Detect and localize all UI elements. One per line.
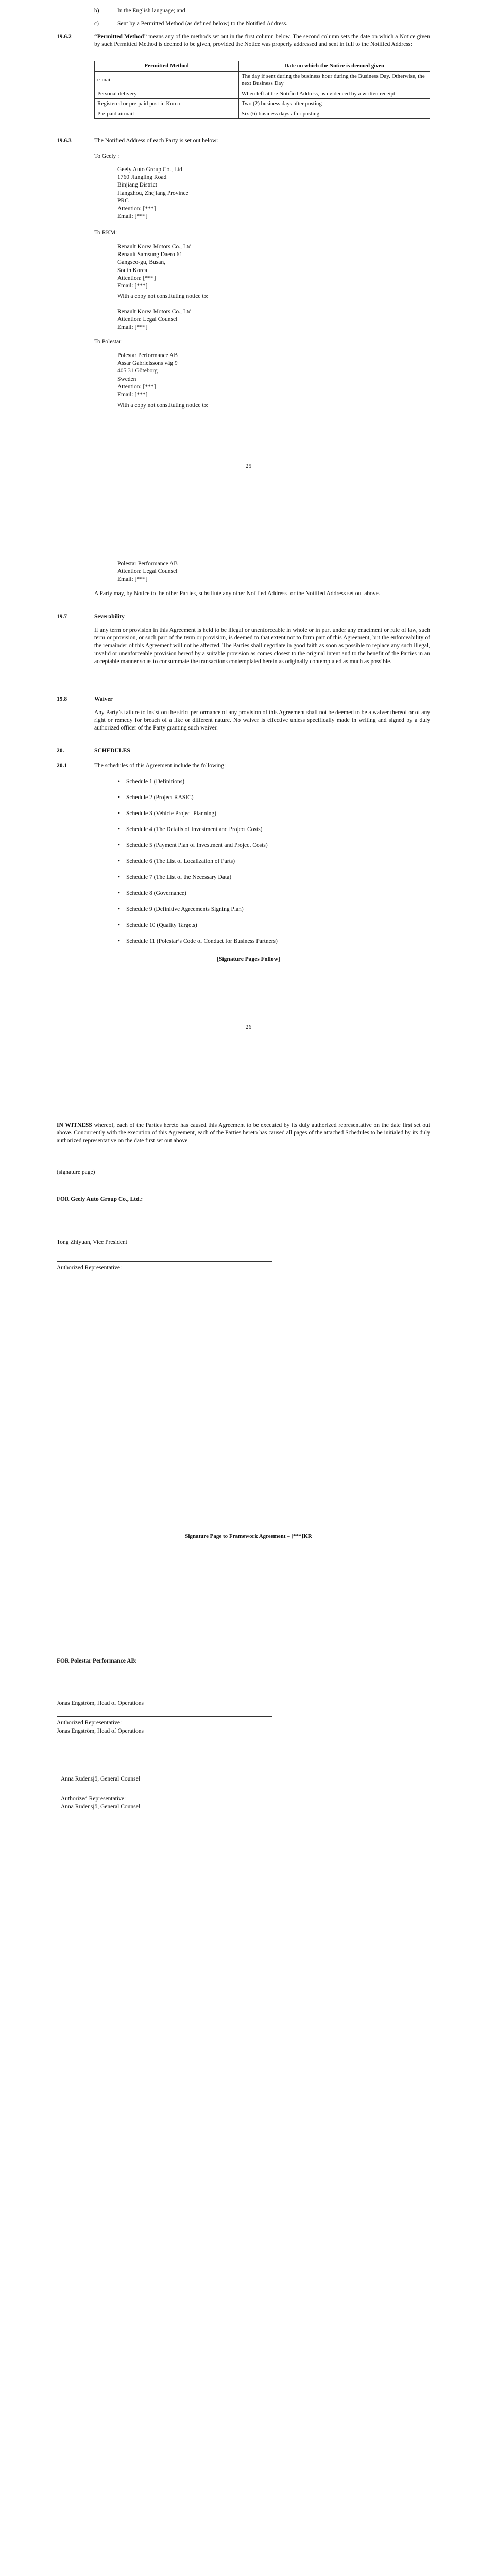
section-number: 19.8	[57, 696, 67, 702]
waiver-paragraph: Any Party’s failure to insist on the strict performance of any provision of this Agreement shall not be deemed to be a waiver thereof or of any right or remedy for breach of a like or different nature. No waiver is effective unless specifically made in writing and signed by a duly authorized officer of the Party granting such waiver.	[94, 709, 430, 732]
signature-line	[57, 1716, 272, 1717]
address-line: Attention: [***]	[117, 275, 156, 281]
table-header: Permitted Method	[95, 61, 239, 72]
signature-page-footer: Signature Page to Framework Agreement – [***]KR	[185, 1533, 312, 1539]
item-b-label: b)	[94, 8, 99, 14]
table-row	[95, 71, 430, 89]
signer-name: Jonas Engström, Head of Operations	[57, 1728, 144, 1734]
table-cell: Personal delivery	[95, 89, 239, 99]
schedule-list	[118, 778, 430, 954]
section-title: Severability	[94, 614, 125, 620]
section-title: SCHEDULES	[94, 748, 130, 754]
authorized-representative-label: Authorized Representative:	[57, 1265, 122, 1271]
authorized-representative-label: Authorized Representative:	[61, 1795, 126, 1802]
schedule-item: Schedule 8 (Governance)	[126, 890, 186, 896]
address-line: Email: [***]	[117, 576, 148, 583]
list-item	[118, 842, 430, 858]
table-cell: Six (6) business days after posting	[238, 109, 430, 119]
geely-address	[117, 166, 188, 221]
table-header: Date on which the Notice is deemed given	[238, 61, 430, 72]
list-item	[118, 810, 430, 826]
address-line: Email: [***]	[117, 391, 148, 398]
schedule-item: Schedule 6 (The List of Localization of Parts)	[126, 858, 235, 865]
table-cell: Pre-paid airmail	[95, 109, 239, 119]
polestar-address	[117, 352, 178, 399]
address-line: Attention: [***]	[117, 383, 156, 390]
address-line: Attention: Legal Counsel	[117, 568, 178, 575]
paragraph-text: means any of the methods set out in the first column below. The second column sets the date on which a Notice given by such Permitted Method is deemed to be given, provided the Notice was properly addressed and sent in full to the Notified Address:	[94, 33, 431, 48]
bullet-icon: •	[118, 842, 121, 849]
address-line: Binjiang District	[117, 182, 157, 189]
bullet-icon: •	[118, 890, 121, 896]
bullet-icon: •	[118, 906, 121, 912]
bullet-icon: •	[118, 858, 121, 865]
list-item	[118, 794, 430, 810]
schedule-item: Schedule 2 (Project RASIC)	[126, 794, 194, 801]
change-address-paragraph: A Party may, by Notice to the other Parties, substitute any other Notified Address for the Notified Address set out above.	[94, 590, 380, 597]
address-line: South Korea	[117, 267, 147, 274]
list-item	[118, 874, 430, 890]
bullet-icon: •	[118, 826, 121, 833]
signature-pages-follow: [Signature Pages Follow]	[217, 956, 280, 962]
address-line: Assar Gabrielssons väg 9	[117, 360, 178, 367]
address-line: 1760 Jiangling Road	[117, 174, 167, 181]
schedule-item: Schedule 1 (Definitions)	[126, 778, 185, 785]
geely-signer-name: Tong Zhiyuan, Vice President	[57, 1239, 127, 1245]
bullet-icon: •	[118, 874, 121, 880]
copy-notice-label: With a copy not constituting notice to:	[117, 402, 209, 409]
table-cell: e-mail	[95, 71, 239, 89]
section-number: 19.6.3	[57, 138, 72, 144]
address-line: Sweden	[117, 376, 136, 382]
notified-address-intro: The Notified Address of each Party is set out below:	[94, 138, 218, 144]
address-line: Hangzhou, Zhejiang Province	[117, 190, 188, 196]
signature-line	[57, 1261, 272, 1262]
authorized-representative-label: Authorized Representative:	[57, 1720, 122, 1726]
in-witness-paragraph	[57, 1122, 430, 1145]
address-line: Polestar Performance AB	[117, 561, 178, 567]
address-line: Renault Korea Motors Co., Ltd	[117, 244, 192, 250]
address-line: Polestar Performance AB	[117, 352, 178, 359]
item-c-text: Sent by a Permitted Method (as defined below) to the Notified Address.	[117, 21, 288, 27]
signer-name: Anna Rudensjö, General Counsel	[61, 1804, 140, 1810]
list-item	[118, 938, 430, 954]
bullet-icon: •	[118, 794, 121, 801]
page-number: 25	[245, 463, 252, 469]
section-number: 20.	[57, 748, 64, 754]
table-cell: Two (2) business days after posting	[238, 99, 430, 109]
rkm-address	[117, 243, 192, 290]
page-number: 26	[245, 1024, 252, 1030]
to-polestar-label: To Polestar:	[94, 338, 123, 345]
bullet-icon: •	[118, 922, 121, 928]
signer-name-top: Jonas Engström, Head of Operations	[57, 1700, 144, 1706]
defined-term: “Permitted Method”	[94, 33, 147, 40]
address-line: Attention: [***]	[117, 205, 156, 212]
for-geely-heading: FOR Geely Auto Group Co., Ltd.:	[57, 1196, 143, 1202]
address-line: PRC	[117, 197, 129, 204]
address-line: Gangseo-gu, Busan,	[117, 259, 165, 266]
table-row	[95, 89, 430, 99]
schedule-item: Schedule 4 (The Details of Investment and Project Costs)	[126, 826, 263, 833]
address-line: Email: [***]	[117, 282, 148, 289]
address-line: Geely Auto Group Co., Ltd	[117, 166, 182, 173]
section-title: Waiver	[94, 696, 113, 702]
permitted-method-table	[94, 61, 430, 119]
in-witness-bold: IN WITNESS	[57, 1122, 92, 1128]
address-line: Email: [***]	[117, 213, 148, 220]
rkm-copy-address	[117, 308, 192, 332]
address-line: 405 31 Göteborg	[117, 368, 158, 375]
schedule-item: Schedule 11 (Polestar’s Code of Conduct for Business Partners)	[126, 938, 278, 944]
permitted-method-paragraph	[94, 33, 430, 48]
to-geely-label: To Geely :	[94, 153, 119, 159]
table-cell: The day if sent during the business hour during the Business Day. Otherwise, the next Business Day	[238, 71, 430, 89]
section-number: 20.1	[57, 762, 67, 769]
item-c-label: c)	[94, 21, 99, 27]
to-rkm-label: To RKM:	[94, 230, 117, 236]
list-item	[118, 778, 430, 794]
address-line: Renault Samsung Daero 61	[117, 251, 183, 258]
schedule-item: Schedule 5 (Payment Plan of Investment and Project Costs)	[126, 842, 268, 849]
item-b-text: In the English language; and	[117, 8, 185, 14]
table-row	[95, 109, 430, 119]
table-cell: Registered or pre-paid post in Korea	[95, 99, 239, 109]
signer-name-top: Anna Rudensjö, General Counsel	[61, 1776, 140, 1782]
signature-page-note: (signature page)	[57, 1169, 95, 1175]
list-item	[118, 906, 430, 922]
section-number: 19.6.2	[57, 33, 72, 40]
section-number: 19.7	[57, 614, 67, 620]
bullet-icon: •	[118, 810, 121, 817]
schedule-item: Schedule 3 (Vehicle Project Planning)	[126, 810, 217, 817]
bullet-icon: •	[118, 778, 121, 785]
schedule-item: Schedule 10 (Quality Targets)	[126, 922, 197, 928]
list-item	[118, 922, 430, 938]
schedule-item: Schedule 7 (The List of the Necessary Data)	[126, 874, 232, 880]
address-line: Attention: Legal Counsel	[117, 316, 178, 323]
bullet-icon: •	[118, 938, 121, 944]
copy-notice-label: With a copy not constituting notice to:	[117, 293, 209, 299]
schedules-intro: The schedules of this Agreement include the following:	[94, 762, 226, 769]
polestar-copy-address	[117, 560, 178, 584]
list-item	[118, 826, 430, 842]
table-cell: When left at the Notified Address, as evidenced by a written receipt	[238, 89, 430, 99]
in-witness-text: whereof, each of the Parties hereto has caused this Agreement to be executed by its duly authorized representative on the date first set out above. Concurrently with the execution of this Agreement, each of the Parties hereto has caused all pages of the attached Schedules to be initialed by its duly authorized representative on the date first set out above.	[57, 1122, 430, 1144]
list-item	[118, 890, 430, 906]
severability-paragraph: If any term or provision in this Agreement is held to be illegal or unenforceable in whole or in part under any enactment or rule of law, such term or provision, or such part of the term or provision, is deemed to that extent not to form part of this Agreement, but the enforceability of the remainder of this Agreement will not be affected. The Parties shall negotiate in good faith as soon as possible to replace any such illegal, invalid or unenforceable provision hereof by a suitable provision as comes closest to the original intent and to the benefit of the Parties in an acceptable manner so as to consummate the transactions contemplated herein as originally contemplated as much as possible.	[94, 627, 430, 665]
table-row	[95, 99, 430, 109]
address-line: Renault Korea Motors Co., Ltd	[117, 309, 192, 315]
for-polestar-heading: FOR Polestar Performance AB:	[57, 1658, 137, 1664]
list-item	[118, 858, 430, 874]
schedule-item: Schedule 9 (Definitive Agreements Signing Plan)	[126, 906, 244, 912]
address-line: Email: [***]	[117, 324, 148, 331]
